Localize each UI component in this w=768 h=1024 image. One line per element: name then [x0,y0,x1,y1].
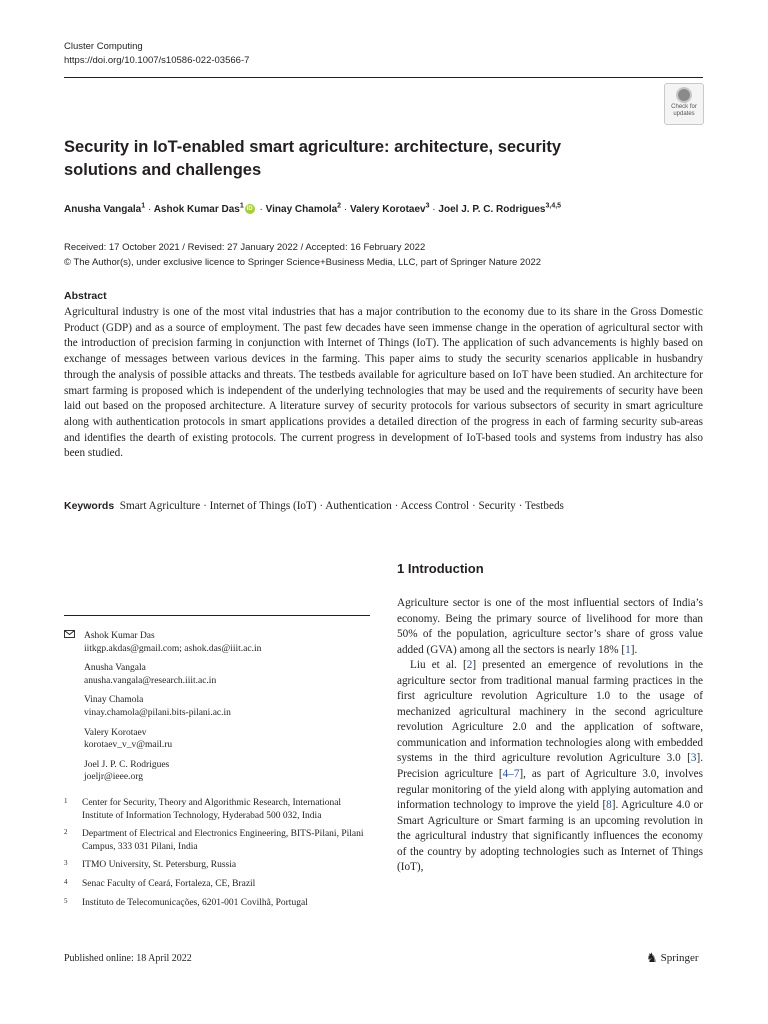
author-affil-sup: 3,4,5 [545,202,562,210]
footnote-rule [64,615,370,616]
abstract-heading: Abstract [64,290,107,302]
citation-link[interactable]: 3 [690,752,697,765]
keywords-line: Keywords Smart Agriculture · Internet of Things (IoT) · Authentication · Access Control · Security · Testbeds [64,500,564,512]
section-heading-introduction: 1 Introduction [397,561,484,576]
keyword: Authentication [325,500,392,512]
affiliations-list [64,797,364,915]
citation-link[interactable]: 2 [466,659,473,672]
affiliation-text: Department of Electrical and Electronics Engineering, BITS-Pilani, Pilani Campus, 333 031 Pilani, India [82,829,364,852]
author-name[interactable]: Anusha Vangala [64,204,142,215]
keyword: Security [478,500,516,512]
corr-author-name: Vinay Chamola [84,695,144,706]
author-affil-sup: 3 [425,202,430,210]
author-name[interactable]: Joel J. P. C. Rodrigues [438,204,546,215]
author-name[interactable]: Vinay Chamola [265,204,338,215]
corr-author-email[interactable]: korotaev_v_v@mail.ru [84,740,173,751]
affiliation-item [64,878,364,891]
corr-author-name: Anusha Vangala [84,663,146,674]
affiliation-item [64,859,364,872]
author-name[interactable]: Ashok Kumar Das [153,204,240,215]
affiliation-item [64,897,364,910]
author-affil-sup: 1 [141,202,146,210]
author-list: Anusha Vangala$^1$ · Ashok Kumar Das$^1$ iD · Vinay Chamola$^2$ · Valery Korotaev$^3$ · Joel J. P. C. Rodrigues$^{3,4,5}$ [64,202,562,215]
intro-paragraph: Liu et al. [2] presented an emergence of revolutions in the agriculture sector from traditional manual farming practices in the first agriculture revolution Agriculture 1.0 to the usage of mechanized agricultural machinery in the second agriculture revolution Agriculture 2.0 and the application of software, communication and information technologies along with embedded systems in the third agriculture revolution Agriculture 3.0 [3]. Precision agriculture [4–7], as part of Agriculture 3.0, involves regular monitoring of the yield along with applying automation and information technology to improve the yield [8]. Agriculture 4.0 or Smart Agriculture or Smart farming is an upcoming revolution in the agricultural industry that significantly influences the economy of the country by adopting technologies such as Internet of Things (IoT), [397,659,703,874]
affiliation-text: ITMO University, St. Petersburg, Russia [82,860,237,871]
affiliation-item [64,828,364,853]
corr-author-email[interactable]: vinay.chamola@pilani.bits-pilani.ac.in [84,707,231,718]
check-for-updates-badge[interactable] [664,83,704,125]
affiliation-number: 1 [64,797,68,805]
keyword: Smart Agriculture [119,500,201,512]
abstract-text: Agricultural industry is one of the most vital industries that has a major contribution to the economy due to its share in the Gross Domestic Product (GDP) and as a source of employment. The past few decades have seen immense change in the operation of agricultural sector with the introduction of precision farming in conjunction with Internet of Things (IoT). The application of such advancements is highly based on exchange of messages between various devices in the farming. This paper aims to study the security scenarios applicable in husbandry through the analysis of possible attacks and threats. The testbeds available for agriculture based on IoT have been studied. An architecture for smart farming is proposed which is independent of the underlying technologies that may be used and the requirements of security have been laid out based on the proposed architecture. A literature survey of security protocols for various subsectors of security in smart agriculture along with authentication protocols in smart applications provides a detailed direction of the progress in each of farming security sub-areas and identifies the dearth of existing protocols. The current progress in development of IoT-based tools and systems from industry has also been studied. [64,306,703,460]
introduction-body [397,596,703,876]
springer-logo [646,950,699,966]
doi-link[interactable]: https://doi.org/10.1007/s10586-022-03566-7 [64,55,250,66]
corr-author-email[interactable]: iitkgp.akdas@gmail.com; ashok.das@iiit.ac.in [84,643,262,654]
corr-author-name: Ashok Kumar Das [84,631,155,641]
affiliation-number: 4 [64,877,68,886]
affiliation-text: Instituto de Telecomunicações, 6201-001 Covilhã, Portugal [82,897,308,908]
publisher-name: Springer [660,952,699,964]
check-updates-icon [676,87,692,103]
corr-author-name: Valery Korotaev [84,727,147,738]
affiliation-number: 3 [64,859,68,868]
corr-author-email[interactable]: anusha.vangala@research.iiit.ac.in [84,675,217,686]
author-affil-sup: 2 [337,202,342,210]
affiliation-text: Center for Security, Theory and Algorithmic Research, International Institute of Information Technology, Hyderabad 500 032, India [82,798,342,821]
keyword: Testbeds [524,500,564,512]
correspondence-block [64,630,370,791]
published-online: Published online: 18 April 2022 [64,953,192,964]
springer-horse-icon: ♞ [646,950,658,965]
corr-author-name: Joel J. P. C. Rodrigues [84,759,170,770]
journal-name: Cluster Computing [64,41,143,52]
envelope-icon [64,630,84,655]
keywords-label: Keywords [64,500,115,512]
corr-author-email[interactable]: joeljr@ieee.org [84,772,143,783]
citation-link[interactable]: 1 [625,643,631,656]
author-name[interactable]: Valery Korotaev [349,204,426,215]
author-affil-sup: 1 [239,202,244,210]
affiliation-number: 2 [64,828,68,837]
affiliation-number: 5 [64,896,68,905]
affiliation-text: Senac Faculty of Ceará, Fortaleza, CE, Brazil [82,878,256,889]
header-rule [64,77,703,78]
keyword: Internet of Things (IoT) [209,500,317,512]
intro-paragraph: Agriculture sector is one of the most influential sectors of India’s economy. Being the primary source of livelihood for more than 50% of the population, agriculture sector’s share of gross value added (GVA) among all the sectors is nearly 18% [1]. [397,597,703,656]
check-updates-label: Check for updates [671,104,697,117]
affiliation-item [64,797,364,822]
received-dates: Received: 17 October 2021 / Revised: 27 January 2022 / Accepted: 16 February 2022 [64,242,426,253]
paper-title: Security in IoT-enabled smart agriculture: architecture, security solutions and challenges [64,138,561,179]
orcid-icon[interactable]: iD [246,206,253,213]
citation-link[interactable]: 8 [606,799,612,812]
keyword: Access Control [400,500,470,512]
copyright-line: © The Author(s), under exclusive licence to Springer Science+Business Media, LLC, part of Springer Nature 2022 [64,257,542,268]
citation-link[interactable]: 4–7 [502,768,520,781]
